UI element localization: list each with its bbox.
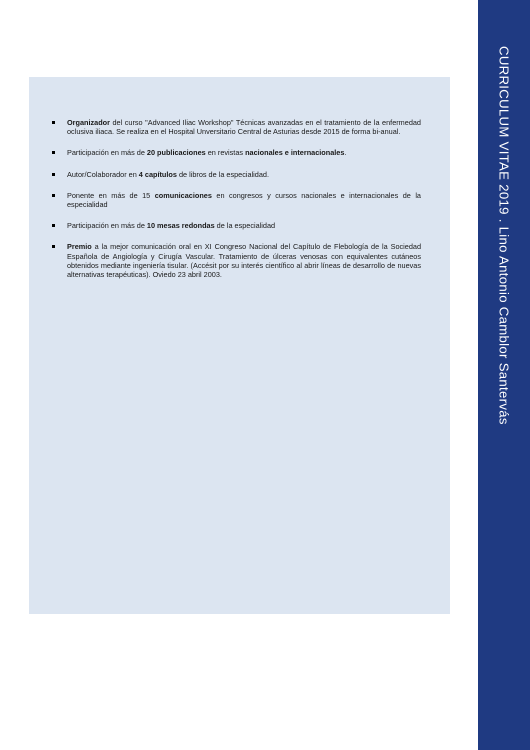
sidebar: [478, 0, 530, 750]
item-bold-label: 4 capítulos: [138, 169, 177, 179]
item-text-pre: Participación en más de: [67, 148, 147, 158]
bullet-icon: [52, 173, 55, 176]
bullet-icon: [52, 224, 55, 227]
item-bold-label: comunicaciones: [154, 190, 212, 200]
item-text-pre: Ponente en más de 15: [67, 190, 155, 200]
bullet-icon: [52, 121, 55, 124]
achievement-list: [29, 118, 450, 291]
bullet-icon: [52, 194, 55, 197]
list-item-organizer: [29, 118, 450, 136]
item-text: de libros de la especialidad.: [176, 169, 270, 179]
content-box: [29, 77, 450, 614]
item-text-pre: Autor/Colaborador en: [67, 169, 139, 179]
list-item-publications: [29, 148, 450, 157]
item-bold-label: 20 publicaciones: [146, 148, 206, 158]
item-text: de la especialidad: [214, 221, 276, 231]
cv-vertical-title: CURRICULUM VITAE 2019 . Lino Antonio Camblor Santervás: [496, 46, 512, 425]
item-bold-label: Organizador: [67, 118, 110, 127]
item-text: en revistas: [205, 148, 246, 158]
item-bold-label-2: nacionales e internacionales: [245, 148, 345, 158]
item-text: en congresos y cursos nacionales e internacionales de la especialidad: [67, 190, 421, 210]
item-bold-label: Premio: [67, 242, 92, 252]
list-item-round-tables: [29, 221, 450, 230]
bullet-icon: [52, 151, 55, 154]
item-text: del curso "Advanced Iliac Workshop" Técnicas avanzadas en el tratamiento de la enfermedad oclusiva iliaca. Se realiza en el Hospital Unversitario Central de Asturias desde 2015 de forma bi-anual.: [67, 118, 421, 137]
list-item-communications: [29, 191, 450, 209]
list-item-award: [29, 242, 450, 279]
item-text-end: .: [344, 148, 347, 158]
list-item-chapters: [29, 170, 450, 179]
item-text-pre: Participación en más de: [67, 221, 147, 231]
item-text: a la mejor comunicación oral en XI Congreso Nacional del Capítulo de Flebología de la Sociedad Española de Angiología y Cirugía Vascular. Tratamiento de úlceras venosas con equivalentes cutáneos obtenidos mediante ingeniería tisular. (Accésit por su interés científico al abrir líneas de desarrollo de nuevas alternativas terapéuticas). Oviedo 23 abril 2003.: [67, 242, 421, 280]
item-bold-label: 10 mesas redondas: [146, 221, 215, 231]
bullet-icon: [52, 245, 55, 248]
